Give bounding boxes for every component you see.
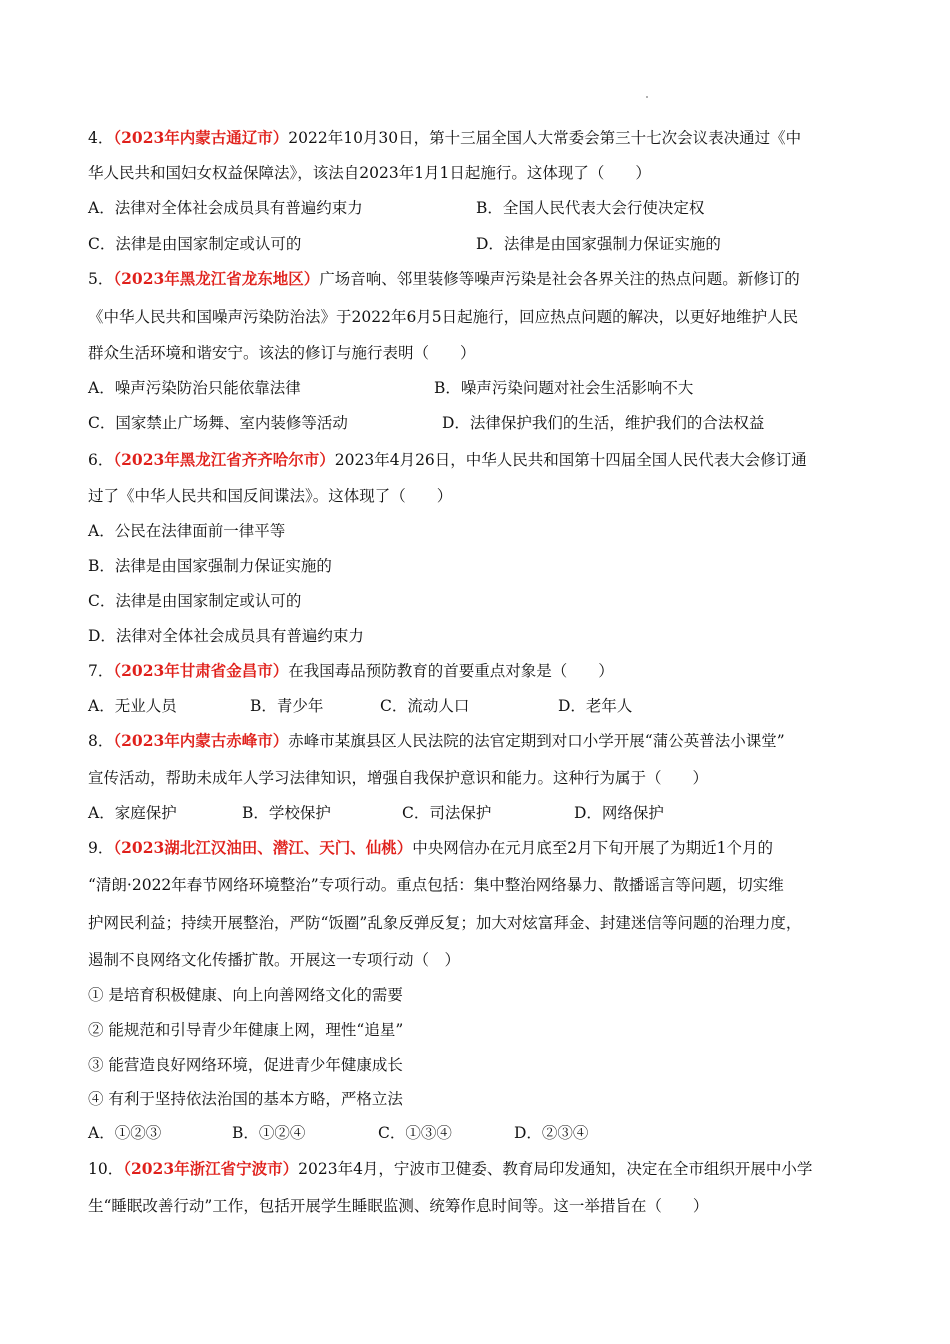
q4-option-a: A．法律对全体社会成员具有普遍约束力 [88,199,363,217]
q9-statement-4: ④ 有利于坚持依法治国的基本方略，严格立法 [88,1090,403,1108]
question-text: 在我国毒品预防教育的首要重点对象是（ ） [288,662,614,680]
question-number: 5． [88,270,114,288]
q8-option-d: D．网络保护 [574,804,664,822]
question-9-line-2: “清朗·2022年春节网络环境整治”专项行动。重点包括：集中整治网络暴力、散播谣言等问题，切实维 [88,876,784,894]
q5-option-c: C．国家禁止广场舞、室内装修等活动 [88,414,348,432]
question-text: 2023年4月，宁波市卫健委、教育局印发通知，决定在全市组织开展中小学 [298,1160,813,1178]
q9-option-c: C．①③④ [378,1124,452,1142]
question-7-line-1 [88,660,614,682]
question-text: 2022年10月30日，第十三届全国人大常委会第三十七次会议表决通过《中 [288,129,802,147]
question-9-line-3: 护网民利益；持续开展整治，严防“饭圈”乱象反弹反复；加大对炫富拜金、封建迷信等问题的治理力度， [88,914,802,932]
q8-option-b: B．学校保护 [242,804,331,822]
question-5-line-3: 群众生活环境和谐安宁。该法的修订与施行表明（ ） [88,344,476,362]
question-5-line-1 [88,268,800,290]
q9-option-b: B．①②④ [232,1124,306,1142]
question-4-line-1 [88,127,801,149]
q4-option-b: B．全国人民代表大会行使决定权 [476,199,705,217]
question-10-line-2: 生“睡眠改善行动”工作，包括开展学生睡眠监测、统筹作息时间等。这一举措旨在（ ） [88,1197,709,1215]
question-number: 6． [88,451,114,469]
q9-statement-1: ① 是培育积极健康、向上向善网络文化的需要 [88,986,403,1004]
question-text: 2023年4月26日，中华人民共和国第十四届全国人民代表大会修订通 [334,451,807,469]
question-text: 赤峰市某旗县区人民法院的法官定期到对口小学开展“蒲公英普法小课堂” [288,732,785,750]
question-5-line-2: 《中华人民共和国噪声污染防治法》于2022年6月5日起施行，回应热点问题的解决，以更好地维护人民 [88,308,799,326]
q9-statement-2: ② 能规范和引导青少年健康上网，理性“追星” [88,1021,404,1039]
q8-option-c: C．司法保护 [402,804,492,822]
q8-option-a: A．家庭保护 [88,804,177,822]
question-source: （2023年内蒙古通辽市） [113,128,289,147]
question-source: （2023年内蒙古赤峰市） [113,731,289,750]
question-9-line-1 [88,837,773,859]
question-number: 8． [88,732,114,750]
q9-option-a: A．①②③ [88,1124,162,1142]
q4-option-c: C．法律是由国家制定或认可的 [88,235,302,253]
question-source: （2023年黑龙江省龙东地区） [113,269,320,288]
question-text: 中央网信办在元月底至2月下旬开展了为期近1个月的 [412,839,774,857]
question-9-line-4: 遏制不良网络文化传播扩散。开展这一专项行动（ ） [88,951,461,969]
question-10-line-1 [88,1158,812,1180]
question-source: （2023年甘肃省金昌市） [113,661,289,680]
question-text: 广场音响、邻里装修等噪声污染是社会各界关注的热点问题。新修订的 [319,270,800,288]
q7-option-a: A．无业人员 [88,697,177,715]
question-number: 7． [88,662,114,680]
question-8-line-1 [88,730,785,752]
question-source: （2023年黑龙江省齐齐哈尔市） [113,450,335,469]
q7-option-d: D．老年人 [558,697,633,715]
question-6-line-2: 过了《中华人民共和国反间谍法》。这体现了（ ） [88,487,453,505]
question-number: 4． [88,129,114,147]
q6-option-d: D．法律对全体社会成员具有普遍约束力 [88,627,364,645]
question-source: （2023年浙江省宁波市） [123,1159,299,1178]
q7-option-b: B．青少年 [250,697,324,715]
q5-option-b: B．噪声污染问题对社会生活影响不大 [434,379,694,397]
q7-option-c: C．流动人口 [380,697,470,715]
q6-option-a: A．公民在法律面前一律平等 [88,522,286,540]
question-number: 10． [88,1160,124,1178]
q4-option-d: D．法律是由国家强制力保证实施的 [476,235,721,253]
q5-option-d: D．法律保护我们的生活，维护我们的合法权益 [442,414,765,432]
q9-statement-3: ③ 能营造良好网络环境，促进青少年健康成长 [88,1056,403,1074]
q6-option-b: B．法律是由国家强制力保证实施的 [88,557,332,575]
q5-option-a: A．噪声污染防治只能依靠法律 [88,379,301,397]
q9-option-d: D．②③④ [514,1124,589,1142]
question-4-line-2: 华人民共和国妇女权益保障法》，该法自2023年1月1日起施行。这体现了（ ） [88,164,651,182]
question-number: 9． [88,839,114,857]
page-dot [646,96,648,98]
question-source: （2023湖北江汉油田、潜江、天门、仙桃） [113,838,413,857]
q6-option-c: C．法律是由国家制定或认可的 [88,592,302,610]
question-6-line-1 [88,449,807,471]
question-8-line-2: 宣传活动，帮助未成年人学习法律知识，增强自我保护意识和能力。这种行为属于（ ） [88,769,709,787]
